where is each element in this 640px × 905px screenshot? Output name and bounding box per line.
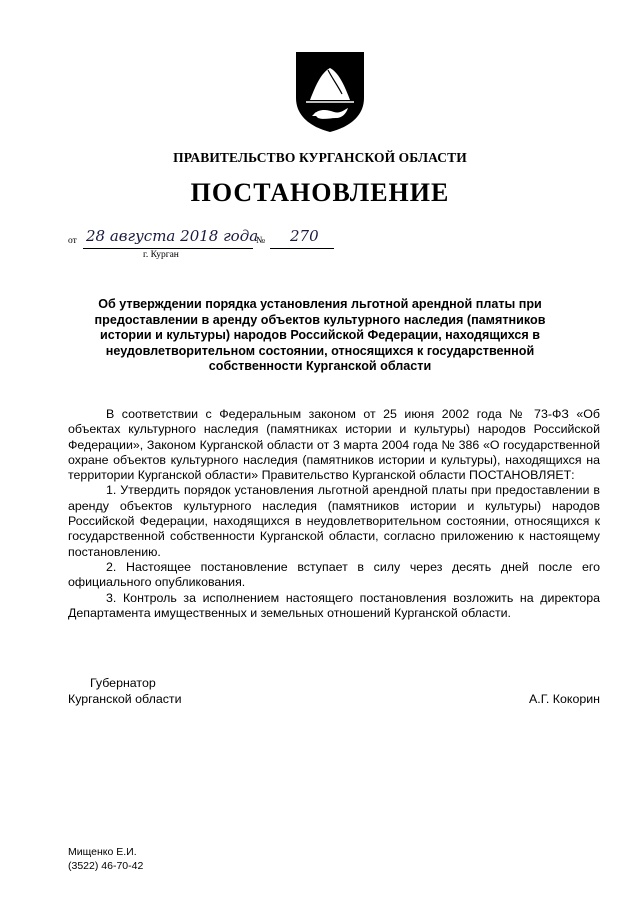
number-label: №: [256, 236, 266, 246]
body-paragraph: 2. Настоящее постановление вступает в силу через десять дней после его официального опубликования.: [68, 559, 600, 590]
body-paragraph: 1. Утвердить порядок установления льготной арендной платы при предоставлении в аренду объектов культурного наследия (памятников истории и культуры) народов Российской Федерации, находящихся в неудовлетворительном состоянии, относящихся к государственной собственности Курганской области, согласно приложению к настоящему постановлению.: [68, 483, 600, 559]
coat-of-arms-icon: [294, 50, 366, 134]
city-label: г. Курган: [143, 250, 179, 260]
date-underline: [83, 248, 253, 249]
number-underline: [270, 248, 334, 249]
signatory-name: А.Г. Кокорин: [528, 692, 600, 706]
executor-info: [68, 845, 143, 873]
from-label: от: [68, 236, 77, 246]
executor-name: Мищенко Е.И.: [68, 846, 137, 858]
signatory-position-line1: Губернатор: [90, 676, 156, 690]
document-body: [68, 407, 600, 621]
document-title: Об утверждении порядка установления льготной арендной платы при предоставлении в аренду объектов культурного наследия (памятников истории и культуры) народов Российской Федерации, находящихся в неудовлетворительном состоянии, относящихся к государственной собственности Курганской области: [94, 297, 546, 374]
body-paragraph: В соответствии с Федеральным законом от 25 июня 2002 года № 73-ФЗ «Об объектах культурного наследия (памятниках истории и культуры) народов Российской Федерации», Законом Курганской области от 3 марта 2004 года № 386 «О государственной охране объектов культурного наследия (памятников истории и культуры), находящихся на территории Курганской области» Правительство Курганской области ПОСТАНОВЛЯЕТ:: [68, 407, 600, 483]
body-paragraph: 3. Контроль за исполнением настоящего постановления возложить на директора Департамента имущественных и земельных отношений Курганской области.: [68, 590, 600, 620]
handwritten-number: 270: [290, 227, 319, 245]
document-type-heading: ПОСТАНОВЛЕНИЕ: [190, 178, 450, 207]
government-name: ПРАВИТЕЛЬСТВО КУРГАНСКОЙ ОБЛАСТИ: [173, 150, 467, 165]
coat-of-arms-emblem: [294, 50, 366, 134]
executor-phone: (3522) 46-70-42: [68, 860, 144, 872]
document-date-number-row: [68, 228, 348, 272]
signatory-position-line2: Курганской области: [68, 692, 182, 706]
handwritten-date: 28 августа 2018 года: [86, 227, 259, 245]
